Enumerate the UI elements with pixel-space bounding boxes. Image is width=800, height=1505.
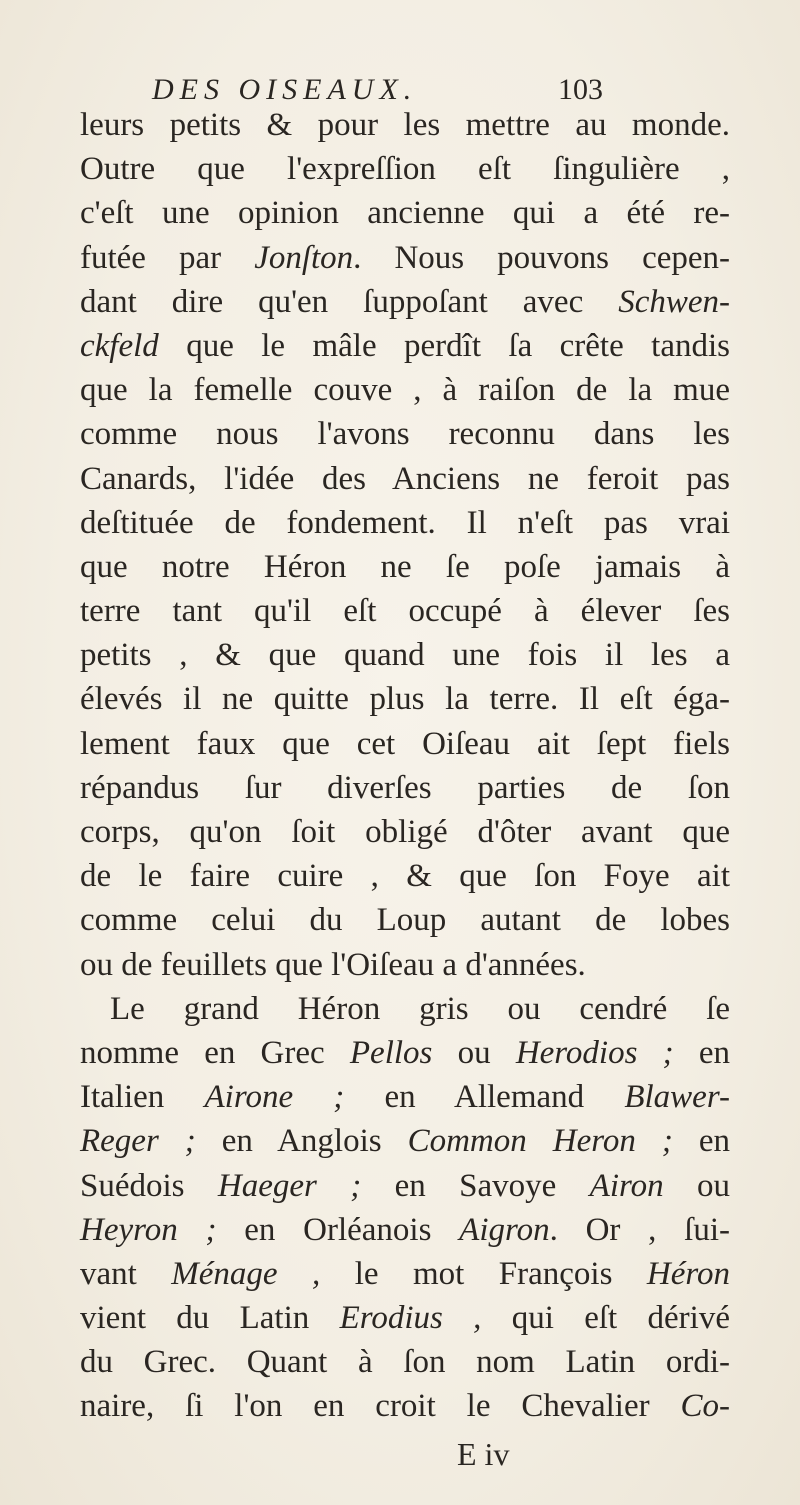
italic-term: Airone ;	[204, 1079, 345, 1116]
italic-term: Reger ;	[80, 1123, 196, 1160]
text-run: Suédois	[80, 1167, 218, 1204]
italic-term: Schwen-	[618, 283, 730, 320]
text-run: Italien	[80, 1079, 205, 1116]
italic-term: Ménage ,	[171, 1255, 321, 1292]
text-line	[80, 1384, 730, 1428]
text-run: de le faire cuire , & que ſon Foye ait	[80, 858, 730, 895]
text-run: en Savoye	[361, 1167, 590, 1204]
text-run: qui eſt dérivé	[481, 1300, 730, 1337]
italic-term: Blawer-	[624, 1079, 730, 1116]
text-run: que la femelle couve , à raiſon de la mue	[80, 372, 730, 409]
text-run: vant	[80, 1255, 172, 1292]
text-run: petits , & que quand une fois il les a	[80, 637, 730, 674]
text-run: élevés il ne quitte plus la terre. Il eſt éga-	[80, 681, 730, 718]
text-run: que notre Héron ne ſe poſe jamais à	[80, 548, 730, 585]
page-number: 103	[558, 73, 603, 106]
text-line	[80, 943, 730, 987]
italic-term: Heyron ;	[80, 1211, 217, 1248]
text-line	[80, 722, 730, 766]
text-line	[80, 766, 730, 810]
text-line	[80, 1075, 730, 1119]
text-run: leurs petits & pour les mettre au monde.	[80, 107, 730, 143]
italic-term: Co-	[680, 1388, 730, 1425]
italic-term: ckfeld	[80, 327, 159, 364]
text-line	[80, 1119, 730, 1163]
text-run: comme nous l'avons reconnu dans les	[80, 416, 730, 453]
text-run: comme celui du Loup autant de lobes	[80, 902, 730, 939]
text-run: Outre que l'expreſſion eſt ſingulière ,	[80, 151, 730, 188]
text-run: Le grand Héron gris ou cendré ſe	[110, 990, 730, 1027]
text-line	[80, 457, 730, 501]
text-run: lement faux que cet Oiſeau ait ſept fiels	[80, 725, 730, 762]
text-run: terre tant qu'il eſt occupé à élever ſes	[80, 593, 730, 630]
text-run: en Orléanois	[216, 1211, 460, 1248]
text-line	[80, 236, 730, 280]
text-line	[80, 1296, 730, 1340]
text-run: vient du Latin	[80, 1300, 340, 1337]
text-line	[80, 854, 730, 898]
text-line	[80, 501, 730, 545]
text-run: ou	[432, 1034, 516, 1071]
text-run: le mot François	[320, 1255, 647, 1292]
signature-mark: E iv	[457, 1436, 510, 1472]
text-run: . Nous pouvons cepen-	[353, 239, 730, 276]
italic-term: Jonſton	[254, 239, 354, 276]
text-line	[80, 324, 730, 368]
text-run: en	[672, 1123, 730, 1160]
italic-term: Héron	[646, 1255, 730, 1292]
text-line	[80, 147, 730, 191]
text-line	[80, 412, 730, 456]
italic-term: Erodius ,	[339, 1300, 482, 1337]
text-run: Canards, l'idée des Anciens ne feroit pas	[80, 460, 730, 497]
italic-term: Haeger ;	[217, 1167, 362, 1204]
text-run: . Or , ſui-	[549, 1211, 730, 1248]
text-line	[80, 589, 730, 633]
text-run: naire, ſi l'on en croit le Chevalier	[80, 1388, 681, 1425]
text-run: répandus ſur diverſes parties de ſon	[80, 769, 730, 806]
text-run: c'eſt une opinion ancienne qui a été re-	[80, 195, 730, 232]
text-line	[80, 633, 730, 677]
text-run: ou de feuillets que l'Oiſeau a d'années.	[80, 946, 586, 983]
italic-term: Herodios ;	[515, 1034, 674, 1071]
text-run: nomme en Grec	[80, 1034, 350, 1071]
italic-term: Aigron	[459, 1211, 550, 1248]
text-line	[80, 103, 730, 147]
italic-term: Pellos	[349, 1034, 433, 1071]
text-run: dant dire qu'en ſuppoſant avec	[80, 283, 619, 320]
text-line	[80, 810, 730, 854]
text-line	[80, 1031, 730, 1075]
text-line	[80, 677, 730, 721]
text-run: deſtituée de fondement. Il n'eſt pas vrai	[80, 504, 730, 541]
text-line	[80, 898, 730, 942]
body-text	[80, 103, 730, 1429]
text-run: que le mâle perdît ſa crête tandis	[158, 327, 730, 364]
text-run: ou	[663, 1167, 731, 1204]
text-run: en Anglois	[195, 1123, 408, 1160]
text-run: en Allemand	[344, 1079, 625, 1116]
text-line	[80, 368, 730, 412]
italic-term: Common Heron ;	[407, 1123, 673, 1160]
text-run: du Grec. Quant à ſon nom Latin ordi-	[80, 1344, 730, 1381]
text-line	[80, 1252, 730, 1296]
italic-term: Airon	[589, 1167, 664, 1204]
text-line	[80, 1340, 730, 1384]
running-head: DES OISEAUX.	[152, 73, 418, 106]
text-line	[80, 280, 730, 324]
text-line	[80, 545, 730, 589]
text-line	[80, 1208, 730, 1252]
text-run: en	[673, 1034, 730, 1071]
text-line	[80, 987, 730, 1031]
text-run: futée par	[80, 239, 255, 276]
text-run: corps, qu'on ſoit obligé d'ôter avant que	[80, 814, 730, 850]
text-line	[80, 191, 730, 235]
text-line	[80, 1164, 730, 1208]
